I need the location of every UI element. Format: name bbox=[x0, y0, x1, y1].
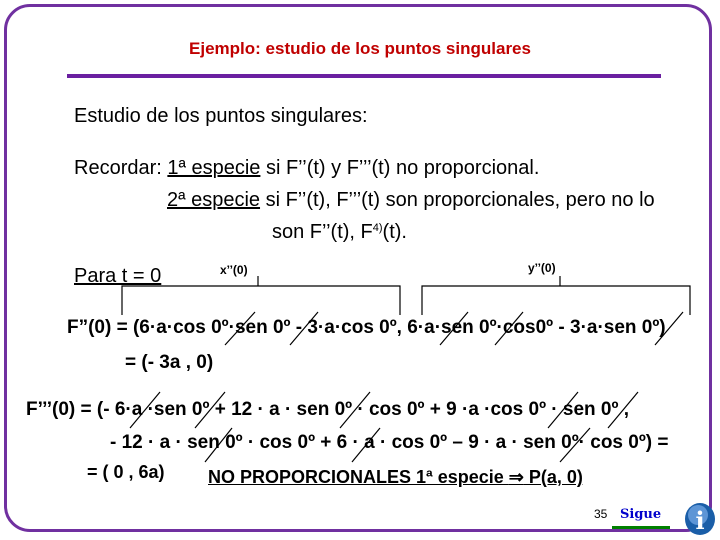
implies-icon: ⇒ bbox=[508, 467, 524, 487]
strike-3 bbox=[440, 312, 468, 345]
strike-1 bbox=[225, 312, 255, 345]
strike-4 bbox=[495, 312, 523, 345]
para-t-label: Para t = 0 bbox=[74, 265, 162, 287]
second-kind-end: (t). bbox=[382, 221, 407, 243]
second-kind-cont: son F’’(t), F bbox=[272, 221, 373, 243]
f3-result: = ( 0 , 6a) bbox=[87, 462, 165, 482]
brace-y bbox=[422, 276, 690, 315]
brace-x bbox=[122, 276, 400, 315]
info-glyph: i bbox=[695, 506, 705, 535]
conclusion-result: P(a, 0) bbox=[523, 467, 583, 487]
f3-expression-2: - 12 · a · sen 0º · cos 0º + 6 · a · cos 0º – 9 · a · sen 0º· cos 0º) = bbox=[110, 432, 669, 453]
info-icon[interactable] bbox=[683, 497, 717, 537]
second-kind-text: si F’’(t), F’’’(t) son proporcionales, pero no lo bbox=[260, 189, 655, 211]
next-link-underline bbox=[612, 526, 670, 529]
first-kind-label: 1ª especie bbox=[167, 157, 261, 179]
second-kind-label: 2ª especie bbox=[167, 189, 261, 211]
page-number: 35 bbox=[594, 507, 608, 521]
strike-5 bbox=[655, 312, 683, 345]
f2-expression: F”(0) = (6·a·cos 0º·sen 0º - 3·a·cos 0º, 6·a·sen 0º·cos0º - 3·a·sen 0º) bbox=[67, 317, 666, 338]
f2-result: = (- 3a , 0) bbox=[125, 352, 214, 373]
strike-11 bbox=[205, 428, 232, 462]
recordar-prefix: Recordar: bbox=[74, 157, 168, 179]
strike-10 bbox=[608, 392, 638, 428]
fourth-derivative-sup: 4) bbox=[372, 222, 383, 234]
strike-8 bbox=[340, 392, 370, 428]
slide-title: Ejemplo: estudio de los puntos singulares bbox=[189, 39, 531, 58]
strike-6 bbox=[130, 392, 160, 428]
conclusion-text: NO PROPORCIONALES 1ª especie bbox=[208, 467, 509, 487]
brace-label-y: y’’(0) bbox=[528, 261, 556, 275]
brace-label-x: x’’(0) bbox=[220, 263, 248, 277]
strike-7 bbox=[195, 392, 225, 428]
strike-13 bbox=[560, 428, 590, 462]
strike-12 bbox=[352, 428, 380, 462]
first-kind-text: si F’’(t) y F’’’(t) no proporcional. bbox=[260, 157, 540, 179]
strike-9 bbox=[548, 392, 578, 428]
strike-2 bbox=[290, 312, 318, 345]
f3-expression-1: F’’’(0) = (- 6·a ·sen 0º + 12 · a · sen 0º · cos 0º + 9 ·a ·cos 0º · sen 0º , bbox=[26, 399, 629, 420]
intro-text: Estudio de los puntos singulares: bbox=[74, 105, 368, 127]
next-slide-link[interactable]: Sigue bbox=[620, 507, 662, 522]
